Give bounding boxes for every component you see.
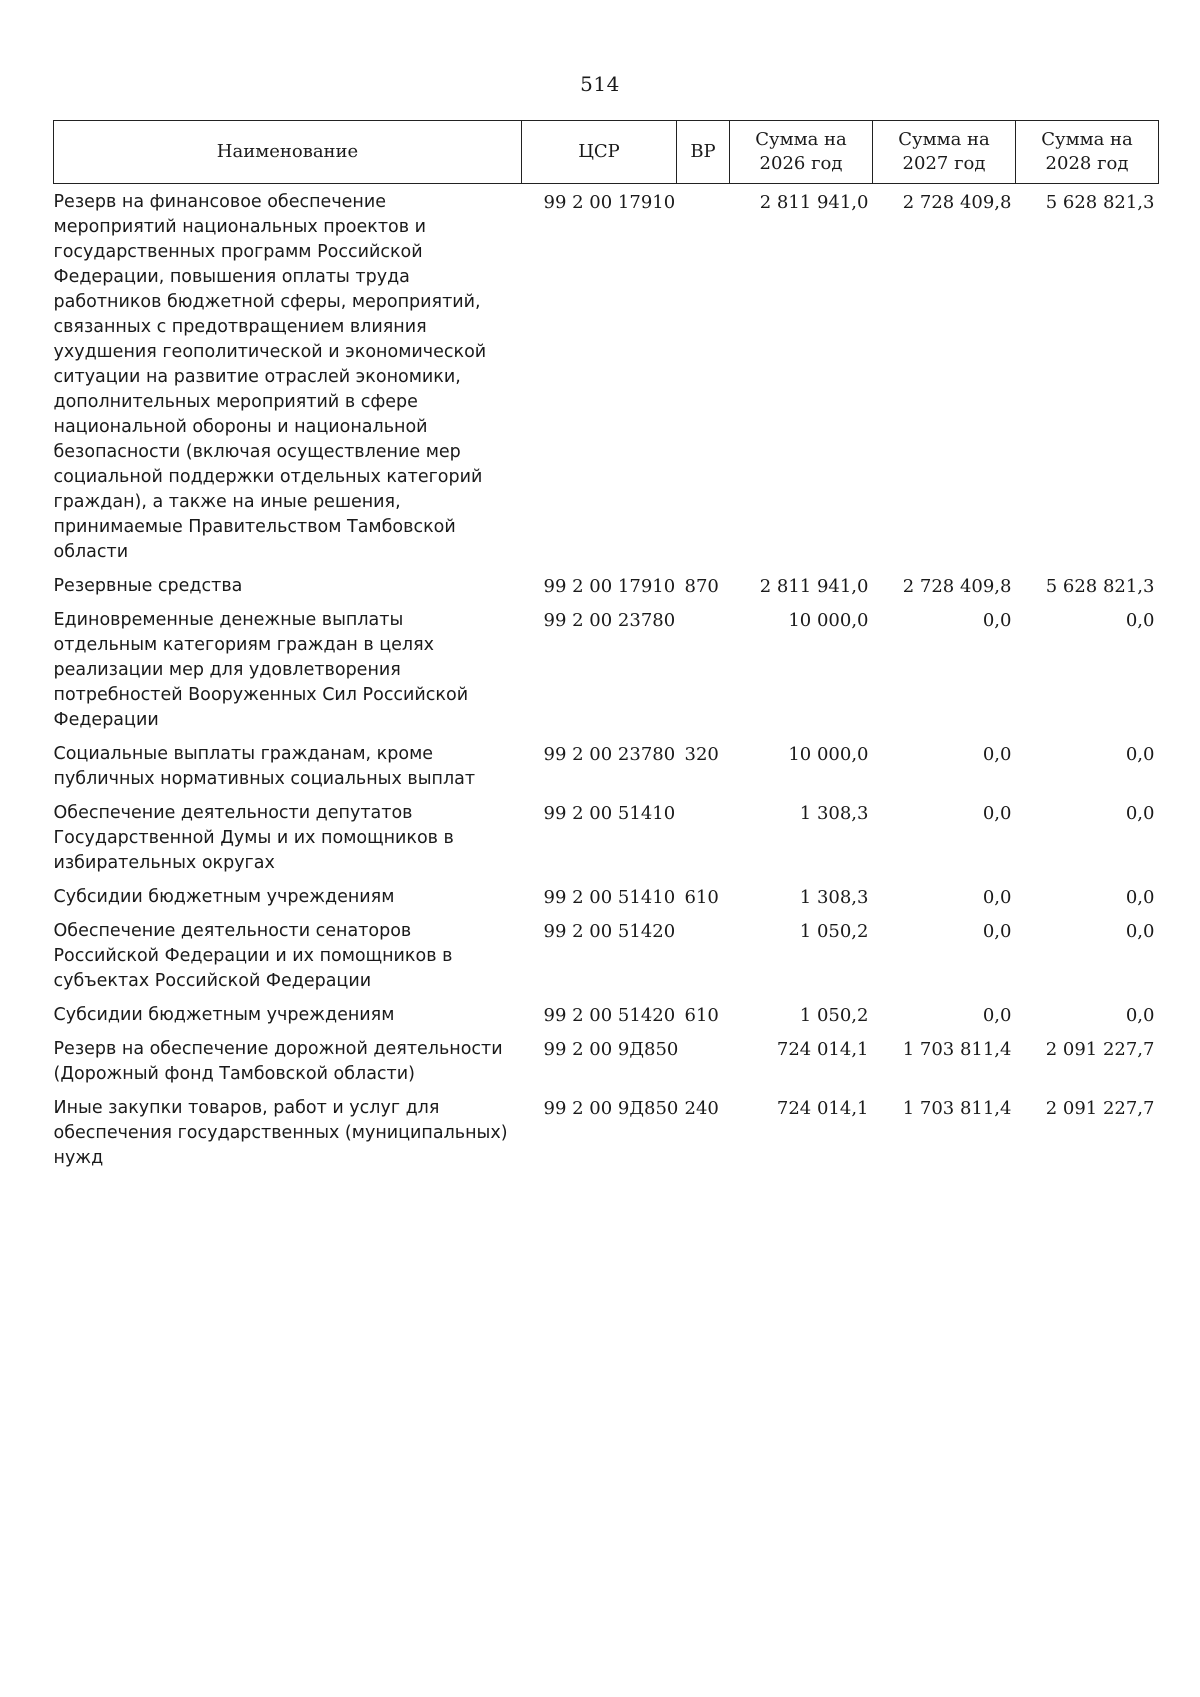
row-sum-2027: 0,0 — [982, 744, 1012, 765]
row-csr: 99 2 00 23780 — [543, 744, 676, 765]
row-sum-2028: 5 628 821,3 — [1045, 576, 1155, 597]
row-vr: 320 — [684, 744, 719, 765]
table-header — [54, 121, 1159, 184]
row-vr: 610 — [684, 1005, 719, 1026]
row-sum-2026: 1 308,3 — [799, 887, 869, 908]
row-vr — [677, 602, 730, 736]
header-sum-2026: Сумма на 2026 год — [730, 121, 873, 184]
row-csr: 99 2 00 17910 — [543, 192, 676, 213]
row-csr: 99 2 00 51420 — [543, 921, 676, 942]
row-vr: 610 — [684, 887, 719, 908]
row-sum-2027: 2 728 409,8 — [902, 192, 1012, 213]
row-sum-2027: 0,0 — [982, 887, 1012, 908]
row-sum-2028: 2 091 227,7 — [1045, 1098, 1155, 1119]
row-vr — [677, 795, 730, 879]
row-sum-2028: 5 628 821,3 — [1045, 192, 1155, 213]
row-name: Иные закупки товаров, работ и услуг для обеспечения государственных (муниципальных) нужд — [53, 1098, 508, 1168]
row-vr: 240 — [684, 1098, 719, 1119]
row-sum-2026: 1 050,2 — [799, 1005, 869, 1026]
row-name: Обеспечение деятельности сенаторов Российской Федерации и их помощников в субъектах Российской Федерации — [53, 921, 453, 991]
row-name: Резервные средства — [53, 576, 243, 596]
row-vr — [677, 184, 730, 569]
row-name: Субсидии бюджетным учреждениям — [53, 1005, 395, 1025]
table-row — [54, 879, 1159, 913]
row-sum-2027: 1 703 811,4 — [902, 1098, 1012, 1119]
row-csr: 99 2 00 9Д850 — [543, 1039, 679, 1060]
row-sum-2028: 0,0 — [1125, 921, 1155, 942]
row-name: Социальные выплаты гражданам, кроме публичных нормативных социальных выплат — [53, 744, 476, 789]
row-csr: 99 2 00 51410 — [543, 887, 676, 908]
row-sum-2028: 0,0 — [1125, 1005, 1155, 1026]
header-row — [54, 121, 1159, 184]
row-sum-2027: 2 728 409,8 — [902, 576, 1012, 597]
header-vr: ВР — [677, 121, 730, 184]
row-csr: 99 2 00 23780 — [543, 610, 676, 631]
row-vr: 870 — [684, 576, 719, 597]
row-sum-2028: 2 091 227,7 — [1045, 1039, 1155, 1060]
table-row — [54, 913, 1159, 997]
header-sum-2027: Сумма на 2027 год — [873, 121, 1016, 184]
table-row — [54, 997, 1159, 1031]
budget-table — [53, 120, 1159, 1174]
row-name: Субсидии бюджетным учреждениям — [53, 887, 395, 907]
row-sum-2026: 10 000,0 — [788, 610, 869, 631]
row-vr — [677, 913, 730, 997]
row-csr: 99 2 00 51420 — [543, 1005, 676, 1026]
header-sum-2028: Сумма на 2028 год — [1016, 121, 1159, 184]
row-sum-2026: 1 308,3 — [799, 803, 869, 824]
row-csr: 99 2 00 9Д850 — [543, 1098, 679, 1119]
table-row — [54, 795, 1159, 879]
row-sum-2026: 2 811 941,0 — [759, 576, 869, 597]
table-row — [54, 602, 1159, 736]
row-sum-2027: 0,0 — [982, 803, 1012, 824]
row-sum-2028: 0,0 — [1125, 744, 1155, 765]
row-sum-2027: 0,0 — [982, 610, 1012, 631]
row-sum-2026: 10 000,0 — [788, 744, 869, 765]
table-row — [54, 1031, 1159, 1090]
row-sum-2028: 0,0 — [1125, 610, 1155, 631]
row-name: Обеспечение деятельности депутатов Государственной Думы и их помощников в избирательных округах — [53, 803, 454, 873]
row-sum-2026: 1 050,2 — [799, 921, 869, 942]
table-row — [54, 568, 1159, 602]
row-sum-2028: 0,0 — [1125, 887, 1155, 908]
row-sum-2027: 0,0 — [982, 921, 1012, 942]
page-number: 514 — [580, 72, 620, 96]
table-body — [54, 184, 1159, 1175]
row-name: Резерв на обеспечение дорожной деятельности (Дорожный фонд Тамбовской области) — [53, 1039, 503, 1084]
row-name: Резерв на финансовое обеспечение мероприятий национальных проектов и государственных программ Российской Федерации, повышения оплаты труда работников бюджетной сферы, мероприятий, связанных с предотвращением влияния ухудшения геополитической и экономической ситуации на развитие отраслей экономики, дополнительных мероприятий в сфере национальной обороны и национальной безопасности (включая осуществление мер социальной поддержки отдельных категорий граждан), а также на иные решения, принимаемые Правительством Тамбовской области — [53, 192, 487, 562]
row-sum-2027: 0,0 — [982, 1005, 1012, 1026]
header-csr: ЦСР — [522, 121, 677, 184]
header-name: Наименование — [54, 121, 522, 184]
row-vr — [677, 1031, 730, 1090]
row-name: Единовременные денежные выплаты отдельным категориям граждан в целях реализации мер для удовлетворения потребностей Вооруженных Сил Российской Федерации — [53, 610, 469, 730]
row-sum-2027: 1 703 811,4 — [902, 1039, 1012, 1060]
row-sum-2026: 2 811 941,0 — [759, 192, 869, 213]
table-row — [54, 184, 1159, 569]
row-sum-2026: 724 014,1 — [776, 1039, 869, 1060]
row-csr: 99 2 00 17910 — [543, 576, 676, 597]
row-sum-2026: 724 014,1 — [776, 1098, 869, 1119]
row-csr: 99 2 00 51410 — [543, 803, 676, 824]
table-row — [54, 736, 1159, 795]
table-row — [54, 1090, 1159, 1174]
row-sum-2028: 0,0 — [1125, 803, 1155, 824]
